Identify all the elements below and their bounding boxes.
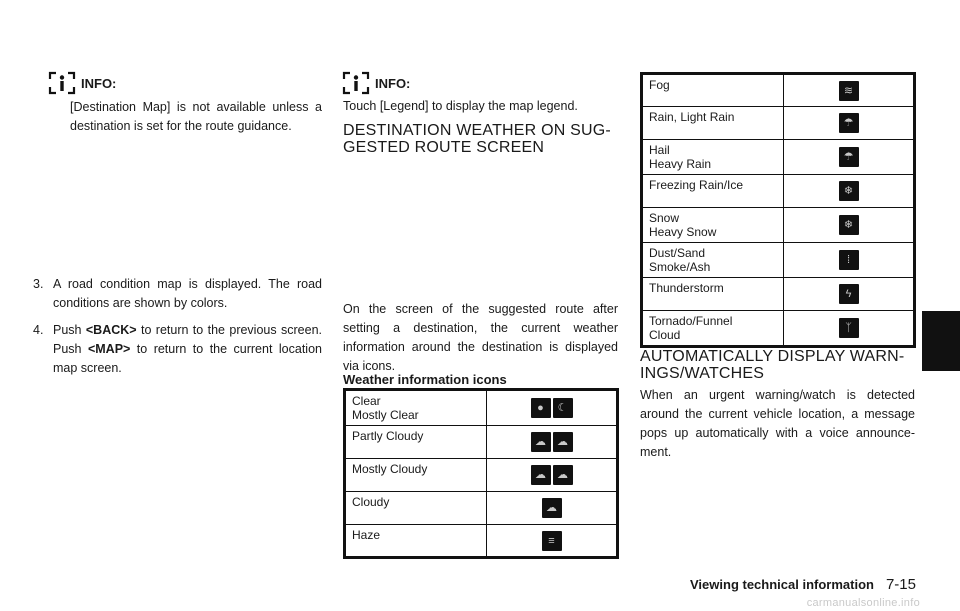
info-heading: [47, 70, 116, 96]
section-heading-destination-weather: DESTINATION WEATHER ON SUG- GESTED ROUTE SCREEN: [343, 122, 611, 156]
weather-row: [345, 390, 618, 426]
step-text-part: A road condition map is displayed. The road conditions are shown by colors.: [53, 277, 322, 310]
weather-row: [642, 278, 915, 311]
weather-row: [345, 525, 618, 558]
tornado-icon: ᛉ: [839, 318, 859, 338]
weather-icon-cell: [487, 390, 618, 426]
warnings-body: When an urgent warning/watch is detected around the current vehicle location, a message pops up automatically with a voice announce-ment.: [640, 388, 915, 459]
info-label: INFO:: [81, 75, 117, 91]
weather-condition-label: [642, 140, 784, 175]
weather-row: [642, 107, 915, 140]
weather-icon-cell: [487, 426, 618, 459]
weather-row: [642, 243, 915, 278]
step-number: 3.: [33, 277, 44, 291]
weather-row: [642, 175, 915, 208]
button-reference: <MAP>: [87, 342, 131, 356]
weather-row: [642, 140, 915, 175]
step-text-part: Push: [53, 323, 86, 337]
weather-icon-cell: [784, 208, 915, 243]
weather-condition-label: [345, 426, 487, 459]
weather-condition-line: Partly Cloudy: [352, 429, 424, 443]
weather-row: [642, 74, 915, 107]
weather-condition-line: Clear: [352, 394, 381, 408]
weather-icons-table-2: [640, 72, 916, 348]
weather-condition-line: Mostly Clear: [352, 408, 419, 422]
weather-condition-line: Cloud: [649, 328, 681, 342]
weather-condition-line: Snow: [649, 211, 680, 225]
mostly-cloudy-night-icon: ☁: [553, 465, 573, 485]
cloud-icon: ☁: [542, 498, 562, 518]
weather-icon-cell: [784, 175, 915, 208]
partly-cloudy-day-icon: ☁: [531, 432, 551, 452]
section-heading-warnings: AUTOMATICALLY DISPLAY WARN- INGS/WATCHES: [640, 348, 905, 382]
haze-icon: ≡: [542, 531, 562, 551]
legend-info-text: Touch [Legend] to display the map legend.: [343, 99, 578, 113]
sun-icon: ●: [531, 398, 551, 418]
weather-row: [642, 208, 915, 243]
watermark: carmanualsonline.info: [806, 597, 920, 609]
weather-condition-line: Fog: [649, 78, 670, 92]
weather-row: [345, 492, 618, 525]
weather-icons-table-1: [343, 388, 619, 559]
page-footer: [690, 576, 916, 593]
weather-condition-label: [345, 525, 487, 558]
mostly-cloudy-day-icon: ☁: [531, 465, 551, 485]
button-reference: <BACK>: [85, 323, 137, 337]
weather-icons-subhead: Weather information icons: [343, 372, 507, 387]
weather-condition-line: Mostly Cloudy: [352, 462, 428, 476]
hail-icon: ☂: [839, 147, 859, 167]
weather-condition-line: Haze: [352, 528, 381, 542]
weather-row: [642, 311, 915, 347]
weather-condition-line: Smoke/Ash: [649, 260, 711, 274]
fog-icon: ≋: [839, 81, 859, 101]
step-text: [53, 275, 322, 313]
step-text: [53, 321, 322, 378]
weather-icon-cell: [487, 525, 618, 558]
freezing-rain-icon: ❄: [839, 181, 859, 201]
step-text-part: to return to the current location map screen.: [53, 342, 322, 375]
weather-icon-cell: [784, 278, 915, 311]
weather-condition-line: Heavy Rain: [649, 157, 712, 171]
info-icon: [341, 70, 371, 96]
steps-list: [33, 275, 322, 386]
weather-condition-label: [345, 390, 487, 426]
weather-condition-line: Dust/Sand: [649, 246, 706, 260]
weather-condition-label: [345, 492, 487, 525]
snow-icon: ❄: [839, 215, 859, 235]
weather-condition-line: Rain, Light Rain: [649, 110, 735, 124]
page-number: 7-15: [885, 576, 916, 593]
footer-section: Viewing technical information: [690, 577, 874, 592]
step-number: 4.: [33, 323, 44, 337]
partly-cloudy-night-icon: ☁: [553, 432, 573, 452]
destination-weather-body: On the screen of the suggested route after setting a destination, the current weather information around the destination is displayed via icons.: [343, 302, 618, 373]
weather-condition-label: [642, 208, 784, 243]
weather-icon-cell: [784, 107, 915, 140]
thunderstorm-icon: ϟ: [839, 284, 859, 304]
weather-icon-cell: [784, 311, 915, 347]
rain-icon: ☂: [839, 113, 859, 133]
info-icon: [47, 70, 77, 96]
weather-icon-cell: [487, 459, 618, 492]
chapter-tab-marker: [922, 311, 960, 371]
weather-row: [345, 426, 618, 459]
weather-condition-label: [642, 243, 784, 278]
weather-icon-cell: [784, 243, 915, 278]
step-text-part: to return to the previous screen. Push: [53, 323, 322, 356]
weather-condition-line: Freezing Rain/Ice: [649, 178, 744, 192]
info-text: [Destination Map] is not available unless a destination is set for the route guidance.: [70, 100, 322, 133]
weather-condition-label: [642, 74, 784, 107]
weather-condition-label: [642, 107, 784, 140]
weather-icon-cell: [784, 140, 915, 175]
info-heading-2: [341, 70, 410, 96]
weather-row: [345, 459, 618, 492]
weather-condition-label: [345, 459, 487, 492]
weather-condition-label: [642, 278, 784, 311]
moon-icon: ☾: [553, 398, 573, 418]
step-item: [33, 275, 322, 313]
step-item: [33, 321, 322, 378]
weather-condition-line: Tornado/Funnel: [649, 314, 733, 328]
weather-condition-label: [642, 311, 784, 347]
weather-condition-line: Hail: [649, 143, 670, 157]
weather-condition-line: Cloudy: [352, 495, 390, 509]
weather-icon-cell: [487, 492, 618, 525]
info-label: INFO:: [375, 75, 411, 91]
weather-condition-line: Thunderstorm: [649, 281, 724, 295]
weather-condition-label: [642, 175, 784, 208]
dust-icon: ⁞: [839, 250, 859, 270]
weather-icon-cell: [784, 74, 915, 107]
weather-condition-line: Heavy Snow: [649, 225, 717, 239]
